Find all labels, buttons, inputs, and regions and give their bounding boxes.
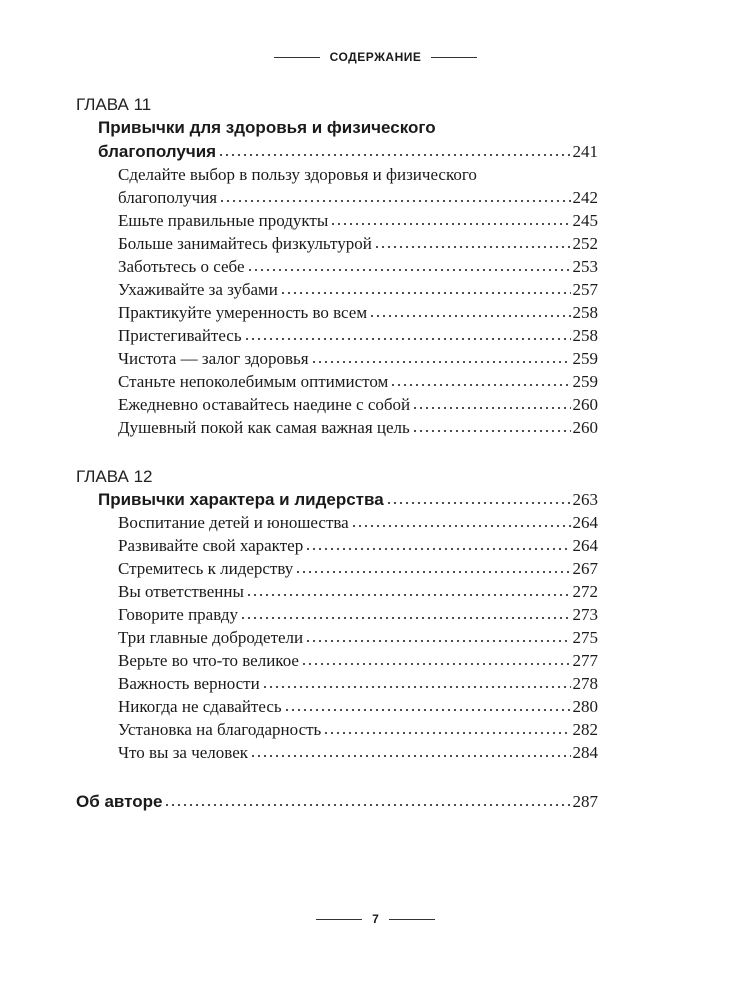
dot-leader	[250, 748, 570, 758]
dot-leader	[305, 541, 570, 551]
toc-entry[interactable]	[76, 672, 598, 695]
dot-leader	[295, 564, 570, 574]
entry-page: 277	[572, 651, 598, 670]
dot-leader	[284, 702, 571, 712]
entry-page: 260	[572, 418, 598, 437]
dot-leader	[390, 377, 570, 387]
entry-page: 245	[572, 211, 598, 230]
dot-leader	[218, 147, 570, 157]
header-rule-right	[431, 57, 477, 58]
toc-entry-section[interactable]	[76, 488, 598, 511]
chapter-label: ГЛАВА 12	[76, 467, 153, 486]
footer-rule-left	[316, 919, 362, 920]
dot-leader	[262, 679, 571, 689]
dot-leader	[386, 495, 571, 505]
toc-entry-author[interactable]	[76, 790, 598, 813]
entry-title: Важность верности	[118, 674, 260, 693]
entry-page: 284	[572, 743, 598, 762]
dot-leader	[412, 400, 570, 410]
entry-title: Вы ответственны	[118, 582, 244, 601]
entry-page: 253	[572, 257, 598, 276]
dot-leader	[369, 308, 570, 318]
dot-leader	[311, 354, 571, 364]
entry-page: 280	[572, 697, 598, 716]
toc-entry[interactable]	[76, 186, 598, 209]
entry-title: Стремитесь к лидерству	[118, 559, 294, 578]
entry-title: Практикуйте умеренность во всем	[118, 303, 368, 322]
entry-title-line1: Сделайте выбор в пользу здоровья и физического	[118, 165, 477, 184]
dot-leader	[247, 262, 571, 272]
page-number: 7	[372, 912, 379, 926]
entry-page: 267	[572, 559, 598, 578]
entry-page: 258	[572, 326, 598, 345]
entry-title: Пристегивайтесь	[118, 326, 242, 345]
page-footer	[0, 912, 751, 926]
entry-title: Говорите правду	[118, 605, 238, 624]
toc-entry[interactable]	[76, 534, 598, 557]
toc-entry[interactable]	[76, 626, 598, 649]
entry-page: 263	[572, 490, 598, 509]
entry-title: Привычки характера и лидерства	[98, 490, 384, 509]
entry-title: Воспитание детей и юношества	[118, 513, 349, 532]
dot-leader	[244, 331, 571, 341]
entry-page: 241	[572, 142, 598, 161]
entry-title: Станьте непоколебимым оптимистом	[118, 372, 389, 391]
entry-page: 257	[572, 280, 598, 299]
dot-leader	[301, 656, 571, 666]
entry-page: 259	[572, 372, 598, 391]
entry-page: 260	[572, 395, 598, 414]
entry-page: 278	[572, 674, 598, 693]
entry-page: 252	[572, 234, 598, 253]
entry-page: 273	[572, 605, 598, 624]
entry-title: Три главные добродетели	[118, 628, 304, 647]
entry-page: 282	[572, 720, 598, 739]
running-header	[0, 50, 751, 64]
toc-entry[interactable]	[76, 580, 598, 603]
toc-entry[interactable]	[76, 557, 598, 580]
entry-title: Об авторе	[76, 792, 163, 811]
toc-entry[interactable]	[76, 603, 598, 626]
entry-title: Ешьте правильные продукты	[118, 211, 329, 230]
toc-entry[interactable]	[76, 255, 598, 278]
entry-title: Что вы за человек	[118, 743, 249, 762]
entry-page: 272	[572, 582, 598, 601]
entry-page: 275	[572, 628, 598, 647]
section-title-line1: Привычки для здоровья и физического	[98, 118, 436, 137]
dot-leader	[164, 797, 570, 807]
entry-page: 258	[572, 303, 598, 322]
entry-title: Верьте во что-то великое	[118, 651, 299, 670]
toc-entry[interactable]	[76, 416, 598, 439]
entry-title: Больше занимайтесь физкультурой	[118, 234, 372, 253]
entry-title: Заботьтесь о себе	[118, 257, 245, 276]
entry-page: 259	[572, 349, 598, 368]
entry-title: Развивайте свой характер	[118, 536, 304, 555]
toc-entry[interactable]	[76, 741, 598, 764]
entry-title: Ежедневно оставайтесь наедине с собой	[118, 395, 411, 414]
entry-title: благополучия	[98, 142, 217, 161]
dot-leader	[305, 633, 570, 643]
entry-title: благополучия	[118, 188, 218, 207]
toc-entry-section[interactable]	[76, 140, 598, 163]
dot-leader	[280, 285, 571, 295]
entry-title: Установка на благодарность	[118, 720, 322, 739]
dot-leader	[374, 239, 571, 249]
chapter-label: ГЛАВА 11	[76, 95, 152, 114]
dot-leader	[240, 610, 571, 620]
dot-leader	[351, 518, 571, 528]
entry-page: 287	[572, 792, 598, 811]
toc-entry[interactable]	[76, 301, 598, 324]
toc-entry[interactable]	[76, 718, 598, 741]
dot-leader	[219, 193, 570, 203]
dot-leader	[246, 587, 571, 597]
entry-title: Ухаживайте за зубами	[118, 280, 278, 299]
header-title: СОДЕРЖАНИЕ	[329, 50, 422, 64]
entry-page: 242	[572, 188, 598, 207]
toc-entry[interactable]	[76, 695, 598, 718]
toc-entry[interactable]	[76, 649, 598, 672]
dot-leader	[330, 216, 570, 226]
toc-entry[interactable]	[76, 370, 598, 393]
table-of-contents	[76, 93, 598, 813]
toc-entry[interactable]	[76, 209, 598, 232]
dot-leader	[412, 423, 571, 433]
toc-entry[interactable]	[76, 278, 598, 301]
dot-leader	[323, 725, 570, 735]
entry-title: Чистота — залог здоровья	[118, 349, 309, 368]
toc-entry[interactable]	[76, 324, 598, 347]
toc-entry[interactable]	[76, 393, 598, 416]
entry-title: Душевный покой как самая важная цель	[118, 418, 410, 437]
toc-entry[interactable]	[76, 511, 598, 534]
toc-entry[interactable]	[76, 232, 598, 255]
entry-title: Никогда не сдавайтесь	[118, 697, 282, 716]
footer-rule-right	[389, 919, 435, 920]
toc-entry[interactable]	[76, 347, 598, 370]
entry-page: 264	[572, 536, 598, 555]
entry-page: 264	[572, 513, 598, 532]
header-rule-left	[274, 57, 320, 58]
